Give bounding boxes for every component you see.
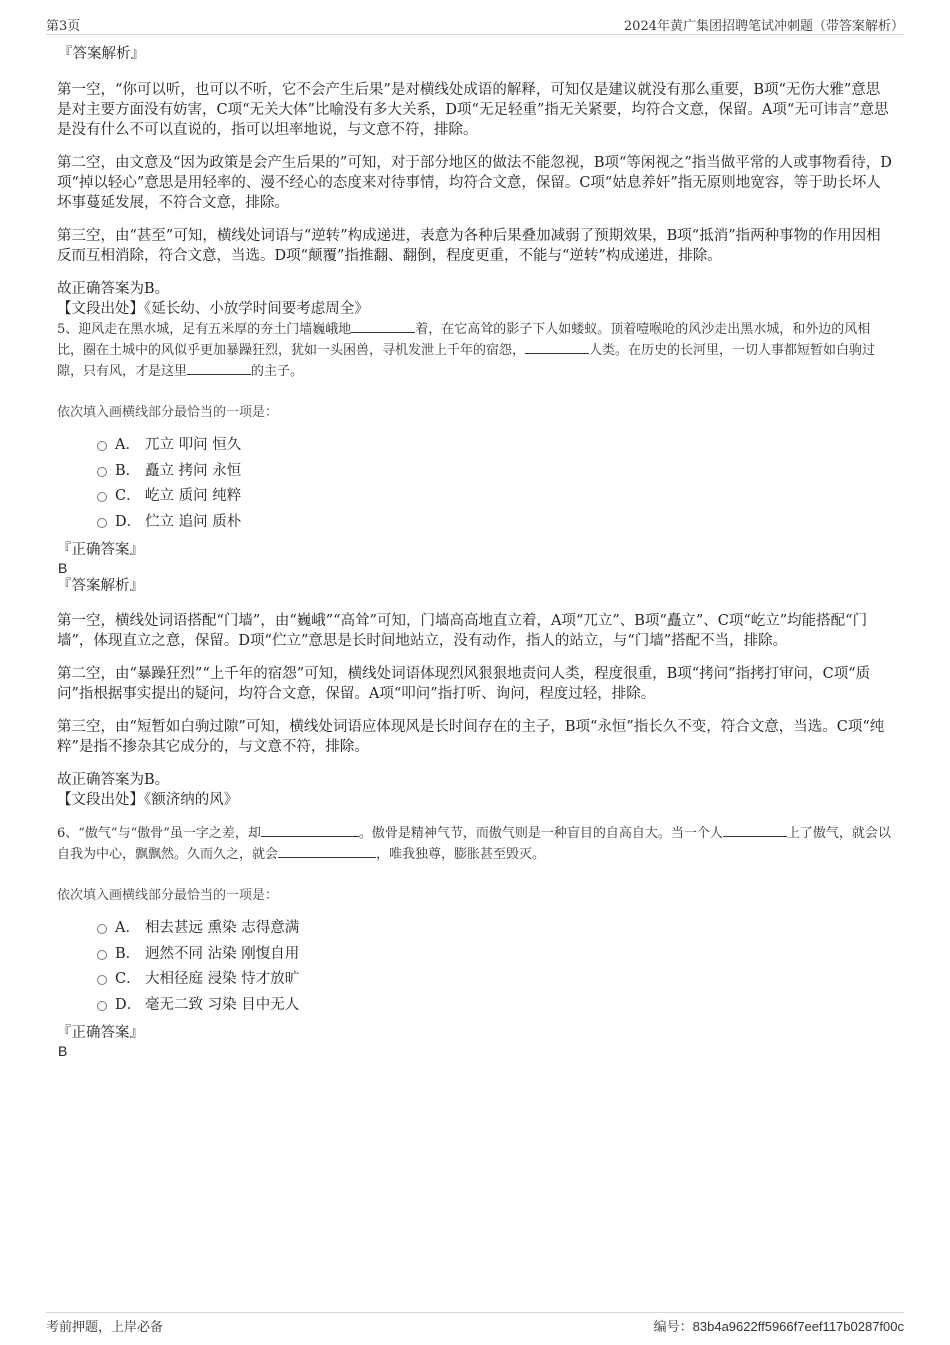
analysis-label: 『答案解析』 — [58, 46, 145, 62]
radio-button[interactable] — [97, 924, 107, 934]
option-a[interactable]: A． 相去甚远 熏染 志得意满 — [97, 916, 893, 942]
analysis-paragraph: 第三空，由“甚至”可知，横线处词语与“逆转”构成递进，表意为各种后果叠加减弱了预期效果，B项“抵消”指两种事物的作用因相反而互相消除，符合文意，当选。D项“颠覆”指推翻、翻倒，程度更重，不能与“逆转”构成递进，排除。 — [57, 228, 881, 264]
radio-button[interactable] — [97, 492, 107, 502]
option-a[interactable]: A． 兀立 叩问 恒久 — [97, 433, 893, 459]
radio-button[interactable] — [97, 950, 107, 960]
document-body — [57, 44, 893, 1060]
source-citation: 【文段出处】《延长幼、小放学时间要考虑周全》 — [57, 301, 369, 317]
option-b[interactable]: B． 迥然不同 沾染 刚愎自用 — [97, 942, 893, 968]
answer-value: B — [58, 1043, 68, 1059]
blank-line — [723, 823, 787, 837]
analysis-paragraph: 第二空，由文意及“因为政策是会产生后果的”可知，对于部分地区的做法不能忽视，B项“等闲视之”指当做平常的人或事物看待，D项“掉以轻心”意思是用轻率的、漫不经心的态度来对待事情，均符合文意，保留。C项“姑息养奸”指无原则地宽容，等于助长坏人坏事蔓延发展，不符合文意，排除。 — [57, 155, 892, 211]
blank-line — [278, 844, 376, 858]
answer-label: 『正确答案』 — [57, 1025, 144, 1041]
analysis-label: 『答案解析』 — [57, 578, 144, 594]
analysis-paragraph: 第三空，由“短暂如白驹过隙”可知，横线处词语应体现风是长时间存在的主子，B项“永恒”指长久不变，符合文意，当选。C项“纯粹”是指不掺杂其它成分的，与文意不符，排除。 — [57, 719, 885, 755]
radio-button[interactable] — [97, 467, 107, 477]
answer-value: B — [58, 560, 68, 576]
question-instruction: 依次填入画横线部分最恰当的一项是： — [57, 405, 279, 420]
blank-line — [187, 361, 251, 375]
analysis-paragraph: 第一空，横线处词语搭配“门墙”，由“巍峨”“高耸”可知，门墙高高地直立着，A项“兀立”、B项“矗立”、C项“屹立”均能搭配“门墙”，体现直立之意，保留。D项“伫立”意思是长时间地站立，没有动作，指人的站立，与“门墙”搭配不当，排除。 — [57, 613, 868, 649]
radio-button[interactable] — [97, 441, 107, 451]
option-list — [57, 916, 893, 1018]
analysis-paragraph: 第一空，“你可以听，也可以不听，它不会产生后果”是对横线处成语的解释，可知仅是建议就没有那么重要，B项“无伤大雅”意思是对主要方面没有妨害，C项“无关大体”比喻没有多大关系，D项“无足轻重”指无关紧要，均符合文意，保留。A项“无可讳言”意思是没有什么不可以直说的，指可以坦率地说，与文意不符，排除。 — [57, 82, 889, 138]
footer-motto: 考前押题，上岸必备 — [46, 1320, 164, 1335]
question-instruction: 依次填入画横线部分最恰当的一项是： — [57, 888, 279, 903]
answer-label: 『正确答案』 — [57, 542, 144, 558]
document-title: 2024年黄广集团招聘笔试冲刺题（带答案解析） — [623, 19, 904, 34]
page-header — [46, 14, 904, 35]
radio-button[interactable] — [97, 518, 107, 528]
option-list — [57, 433, 893, 535]
document-code: 编号：83b4a9622ff5966f7eef117b0287f00c — [653, 1319, 904, 1334]
radio-button[interactable] — [97, 975, 107, 985]
blank-line — [525, 340, 589, 354]
blank-line — [261, 823, 359, 837]
option-c[interactable]: C． 大相径庭 浸染 恃才放旷 — [97, 967, 893, 993]
analysis-paragraph: 第二空，由“暴躁狂烈”“上千年的宿怨”可知，横线处词语体现烈风狠狠地责问人类，程度很重，B项“拷问”指拷打审问，C项“质问”指根据事实提出的疑问，均符合文意，保留。A项“叩问”指打听、询问，程度过轻，排除。 — [57, 666, 871, 702]
source-citation: 【文段出处】《额济纳的风》 — [57, 792, 239, 808]
radio-button[interactable] — [97, 1001, 107, 1011]
analysis-conclusion: 故正确答案为B。 — [57, 772, 170, 788]
option-d[interactable]: D． 伫立 追问 质朴 — [97, 510, 893, 536]
option-c[interactable]: C． 屹立 质问 纯粹 — [97, 484, 893, 510]
page-footer — [46, 1312, 904, 1335]
option-d[interactable]: D． 毫无二致 习染 目中无人 — [97, 993, 893, 1019]
question-text: 5、迎风走在黑水城，足有五米厚的夯土门墙巍峨地 着，在它高耸的影子下人如蝼蚁。顶着噎喉呛的风沙走出黑水城，和外边的风相比，圈在土城中的风似乎更加暴躁狂烈，犹如一头困兽，寻机发泄上千年的宿怨， 人类。在历史的长河里，一切人事都短暂如白驹过隙，只有风，才是这里 的主子。 — [57, 319, 893, 382]
blank-line — [351, 319, 415, 333]
question-text: 6、“傲气”与“傲骨”虽一字之差，却 。傲骨是精神气节，而傲气则是一种盲目的自高自大。当一个人 上了傲气，就会以自我为中心，飘飘然。久而久之，就会 ，唯我独尊，膨胀甚至毁灭。 — [57, 823, 893, 865]
page-number: 第3页 — [46, 19, 81, 34]
analysis-conclusion: 故正确答案为B。 — [57, 281, 170, 297]
option-b[interactable]: B． 矗立 拷问 永恒 — [97, 459, 893, 485]
